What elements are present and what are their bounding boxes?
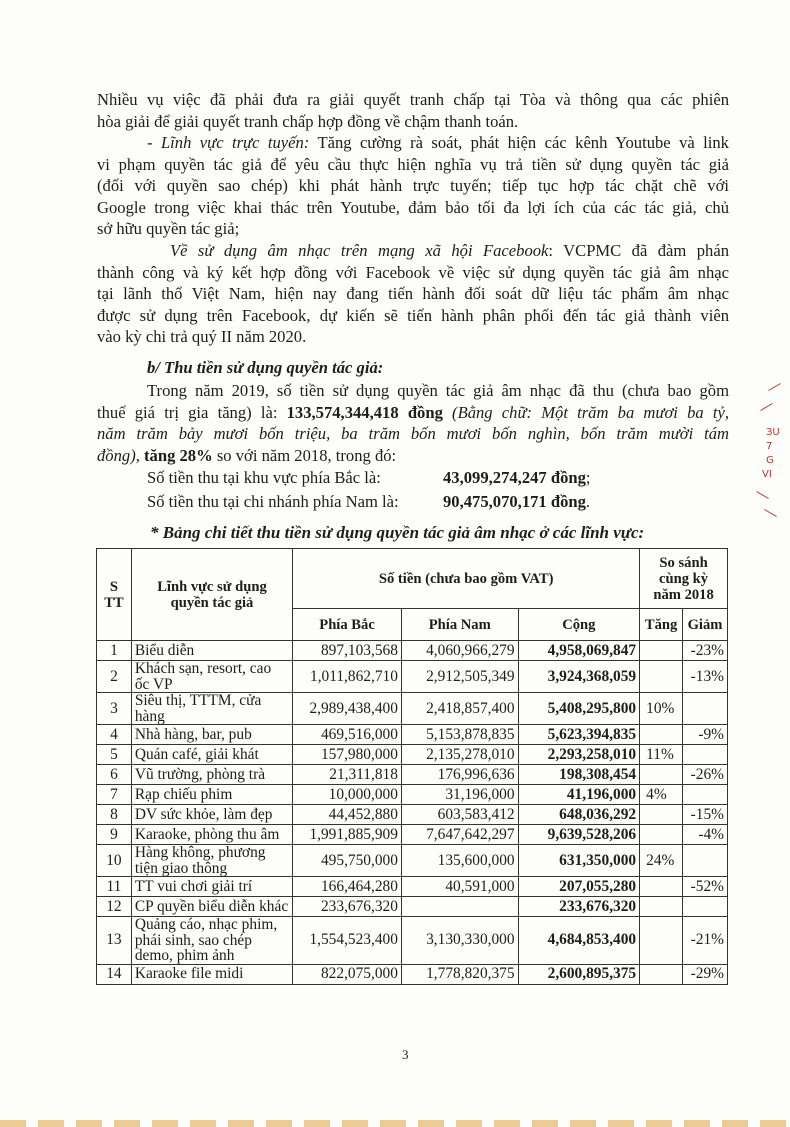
row-increase: 24% — [640, 845, 683, 877]
increase-percent: tăng 28% — [144, 445, 213, 465]
header-text: năm 2018 — [653, 586, 714, 603]
row-north-amount: 21,311,818 — [293, 765, 402, 785]
south-revenue-value: 90,475,070,171 đồng — [443, 492, 586, 511]
row-field: Vũ trường, phòng trà — [131, 765, 292, 785]
row-north-amount: 10,000,000 — [293, 785, 402, 805]
text-span: thuế giá trị gia tăng) là: — [97, 402, 287, 422]
text-line: sở hữu quyền tác giả; — [97, 219, 240, 239]
row-field: Siêu thị, TTTM, cửa hàng — [131, 693, 292, 725]
table-row — [97, 964, 728, 984]
table-row — [97, 725, 728, 745]
row-increase — [640, 897, 683, 917]
row-total-amount: 2,293,258,010 — [518, 745, 640, 765]
row-north-amount: 822,075,000 — [293, 964, 402, 984]
text-line: được sử dụng trên Facebook, dự kiến sẽ tiến hành phân phối đến tác giả thành viên — [97, 305, 729, 325]
row-stt: 2 — [97, 661, 132, 693]
text-line: vi phạm quyền tác giả để yêu cầu thực hiện nghĩa vụ trả tiền sử dụng quyền tác giả — [97, 154, 729, 174]
header-total: Cộng — [518, 609, 640, 641]
text-span: , — [135, 445, 145, 465]
row-north-amount: 2,989,438,400 — [293, 693, 402, 725]
table-row — [97, 845, 728, 877]
row-north-amount: 469,516,000 — [293, 725, 402, 745]
header-text: So sánh — [659, 554, 708, 571]
text-span: đồng) — [97, 445, 136, 465]
row-decrease: -52% — [683, 877, 728, 897]
page-number: 3 — [402, 1047, 409, 1062]
south-revenue-row — [147, 492, 590, 512]
row-decrease: -4% — [683, 825, 728, 845]
row-increase — [640, 805, 683, 825]
total-amount: 133,574,344,418 đồng — [286, 402, 443, 422]
row-increase: 10% — [640, 693, 683, 725]
row-north-amount: 495,750,000 — [293, 845, 402, 877]
header-stt — [97, 549, 132, 641]
table-caption: * Bảng chi tiết thu tiền sử dụng quyền tác giả âm nhạc ở các lĩnh vực: — [150, 523, 645, 542]
table-row — [97, 785, 728, 805]
row-total-amount: 2,600,895,375 — [518, 964, 640, 984]
north-revenue-value: 43,099,274,247 đồng — [443, 468, 586, 487]
row-total-amount: 198,308,454 — [518, 765, 640, 785]
row-total-amount: 4,958,069,847 — [518, 641, 640, 661]
text-span: so với năm 2018, trong đó: — [212, 445, 397, 465]
row-decrease: -9% — [683, 725, 728, 745]
row-field: TT vui chơi giải trí — [131, 877, 292, 897]
text-line: (đối với quyền sao chép) khi phát hành trực tuyến; tiếp tục hợp tác chặt chẽ với — [97, 176, 729, 196]
row-stt: 14 — [97, 964, 132, 984]
row-increase: 4% — [640, 785, 683, 805]
row-field: Quán café, giải khát — [131, 745, 292, 765]
row-field: Khách sạn, resort, cao ốc VP — [131, 661, 292, 693]
table-row — [97, 641, 728, 661]
text-span: . — [585, 492, 591, 511]
paragraph-facebook — [97, 240, 729, 348]
text-span: Tăng cường rà soát, phát hiện các kênh Youtube và link — [309, 133, 729, 152]
text-line — [97, 402, 729, 424]
row-total-amount: 3,924,368,059 — [518, 661, 640, 693]
row-stt: 13 — [97, 917, 132, 965]
stamp-fragment — [752, 378, 790, 508]
row-south-amount: 3,130,330,000 — [401, 917, 518, 965]
text-line: thành công và ký kết hợp đồng với Facebook về việc sử dụng quyền tác giả âm nhạc — [97, 262, 729, 282]
facebook-label: Về sử dụng âm nhạc trên mạng xã hội Facebook — [170, 241, 549, 260]
stamp-text-line: 7 — [766, 441, 773, 452]
row-total-amount: 5,408,295,800 — [518, 693, 640, 725]
row-south-amount: 31,196,000 — [401, 785, 518, 805]
table-row — [97, 745, 728, 765]
row-north-amount: 157,980,000 — [293, 745, 402, 765]
text-line — [97, 240, 729, 262]
row-south-amount: 176,996,636 — [401, 765, 518, 785]
table-row — [97, 897, 728, 917]
table-row — [97, 825, 728, 845]
row-decrease: -13% — [683, 661, 728, 693]
row-north-amount: 1,011,862,710 — [293, 661, 402, 693]
row-stt: 8 — [97, 805, 132, 825]
row-decrease — [683, 897, 728, 917]
text-line: tại lãnh thổ Việt Nam, hiện nay đang tiến hành đối soát dữ liệu tác phẩm âm nhạc — [97, 284, 729, 304]
row-stt: 11 — [97, 877, 132, 897]
text-span: năm trăm bảy mươi bốn triệu, ba trăm bốn mươi bốn nghìn, bốn trăm mười tám — [97, 424, 729, 444]
row-south-amount: 603,583,412 — [401, 805, 518, 825]
row-decrease — [683, 785, 728, 805]
paragraph-dispute-resolution — [97, 89, 729, 132]
row-increase: 11% — [640, 745, 683, 765]
table-row — [97, 693, 728, 725]
header-text: Lĩnh vực sử dụng — [157, 578, 267, 595]
row-total-amount: 648,036,292 — [518, 805, 640, 825]
row-field: Karaoke, phòng thu âm — [131, 825, 292, 845]
header-text: quyền tác giả — [170, 594, 254, 611]
row-decrease — [683, 745, 728, 765]
stamp-arc — [768, 383, 781, 391]
row-total-amount: 4,684,853,400 — [518, 917, 640, 965]
row-north-amount: 1,991,885,909 — [293, 825, 402, 845]
row-field: Nhà hàng, bar, pub — [131, 725, 292, 745]
header-decrease: Giảm — [683, 609, 728, 641]
row-total-amount: 233,676,320 — [518, 897, 640, 917]
header-field — [131, 549, 292, 641]
stamp-text-line: VI — [762, 469, 772, 480]
row-south-amount: 2,912,505,349 — [401, 661, 518, 693]
paragraph-online-sector — [97, 132, 729, 240]
header-text: S — [109, 578, 118, 595]
text-line — [97, 445, 729, 467]
row-field: CP quyền biểu diễn khác — [131, 897, 292, 917]
north-revenue-label: Số tiền thu tại khu vực phía Bắc là: — [147, 468, 381, 487]
table-row — [97, 661, 728, 693]
row-stt: 1 — [97, 641, 132, 661]
text-line — [97, 132, 729, 154]
row-increase — [640, 877, 683, 897]
row-increase — [640, 661, 683, 693]
text-span: (Bằng chữ: Một trăm ba mươi ba tỷ, — [442, 402, 729, 422]
row-south-amount: 1,778,820,375 — [401, 964, 518, 984]
row-decrease: -26% — [683, 765, 728, 785]
header-south: Phía Nam — [401, 609, 518, 641]
row-stt: 7 — [97, 785, 132, 805]
table-row — [97, 805, 728, 825]
row-increase — [640, 964, 683, 984]
stamp-text — [762, 426, 780, 482]
online-sector-label: Lĩnh vực trực tuyến: — [160, 133, 310, 152]
header-amount-group: Số tiền (chưa bao gồm VAT) — [293, 549, 640, 609]
row-total-amount: 41,196,000 — [518, 785, 640, 805]
stamp-arc — [764, 509, 777, 517]
stamp-text-line: G — [766, 455, 774, 466]
row-total-amount: 5,623,394,835 — [518, 725, 640, 745]
text-line — [97, 423, 729, 445]
stamp-text-line: ЗU — [766, 427, 780, 438]
row-south-amount: 2,418,857,400 — [401, 693, 518, 725]
row-field: Biểu diễn — [131, 641, 292, 661]
north-revenue-row — [147, 468, 591, 488]
header-text: cùng kỳ — [659, 570, 709, 587]
row-total-amount: 631,350,000 — [518, 845, 640, 877]
row-field: Karaoke file midi — [131, 964, 292, 984]
row-south-amount: 40,591,000 — [401, 877, 518, 897]
text-line: Nhiều vụ việc đã phải đưa ra giải quyết tranh chấp tại Tòa và thông qua các phiên — [97, 90, 729, 109]
text-span: ; — [585, 468, 591, 487]
row-field: Quảng cáo, nhạc phim, phái sinh, sao chép demo, phim ảnh — [131, 917, 292, 965]
table-row — [97, 765, 728, 785]
row-stt: 6 — [97, 765, 132, 785]
table-row — [97, 917, 728, 965]
row-stt: 3 — [97, 693, 132, 725]
section-heading: b/ Thu tiền sử dụng quyền tác giả: — [147, 358, 384, 377]
row-decrease — [683, 693, 728, 725]
text-line: hòa giải để giải quyết tranh chấp hợp đồng về chậm thanh toán. — [97, 111, 519, 131]
row-south-amount: 2,135,278,010 — [401, 745, 518, 765]
row-stt: 12 — [97, 897, 132, 917]
row-stt: 10 — [97, 845, 132, 877]
bullet-dash: - — [147, 133, 161, 152]
header-compare — [640, 549, 728, 609]
row-stt: 4 — [97, 725, 132, 745]
header-increase: Tăng — [640, 609, 683, 641]
row-north-amount: 166,464,280 — [293, 877, 402, 897]
row-north-amount: 1,554,523,400 — [293, 917, 402, 965]
row-stt: 5 — [97, 745, 132, 765]
row-north-amount: 897,103,568 — [293, 641, 402, 661]
header-north: Phía Bắc — [293, 609, 402, 641]
row-decrease: -23% — [683, 641, 728, 661]
row-increase — [640, 917, 683, 965]
row-increase — [640, 725, 683, 745]
row-field: Rạp chiếu phim — [131, 785, 292, 805]
row-increase — [640, 825, 683, 845]
stamp-arc — [760, 403, 773, 411]
row-south-amount: 5,153,878,835 — [401, 725, 518, 745]
row-decrease: -29% — [683, 964, 728, 984]
table-row — [97, 877, 728, 897]
south-revenue-label: Số tiền thu tại chi nhánh phía Nam là: — [147, 492, 399, 511]
row-decrease — [683, 845, 728, 877]
row-total-amount: 9,639,528,206 — [518, 825, 640, 845]
row-south-amount: 135,600,000 — [401, 845, 518, 877]
row-field: DV sức khỏe, làm đẹp — [131, 805, 292, 825]
text-line: vào kỳ chi trả quý II năm 2020. — [97, 327, 307, 347]
text-line: Trong năm 2019, số tiền sử dụng quyền tác giả âm nhạc đã thu (chưa bao gồm — [147, 381, 729, 400]
row-south-amount — [401, 897, 518, 917]
row-field: Hàng không, phương tiện giao thông — [131, 845, 292, 877]
row-south-amount: 4,060,966,279 — [401, 641, 518, 661]
row-increase — [640, 641, 683, 661]
row-total-amount: 207,055,280 — [518, 877, 640, 897]
text-span: : VCPMC đã đàm phán — [548, 241, 729, 260]
paragraph-revenue-summary — [97, 380, 729, 466]
header-text: TT — [104, 594, 124, 611]
row-decrease: -15% — [683, 805, 728, 825]
row-stt: 9 — [97, 825, 132, 845]
revenue-table — [96, 548, 728, 985]
text-line: Google trong việc khai thác trên Youtube, đảm bảo tối đa lợi ích của các tác giả, chủ — [97, 197, 729, 217]
stamp-arc — [756, 491, 769, 499]
table-header-row — [97, 549, 728, 609]
row-increase — [640, 765, 683, 785]
row-decrease: -21% — [683, 917, 728, 965]
row-north-amount: 233,676,320 — [293, 897, 402, 917]
scan-edge-strip — [0, 1120, 790, 1127]
row-south-amount: 7,647,642,297 — [401, 825, 518, 845]
row-north-amount: 44,452,880 — [293, 805, 402, 825]
